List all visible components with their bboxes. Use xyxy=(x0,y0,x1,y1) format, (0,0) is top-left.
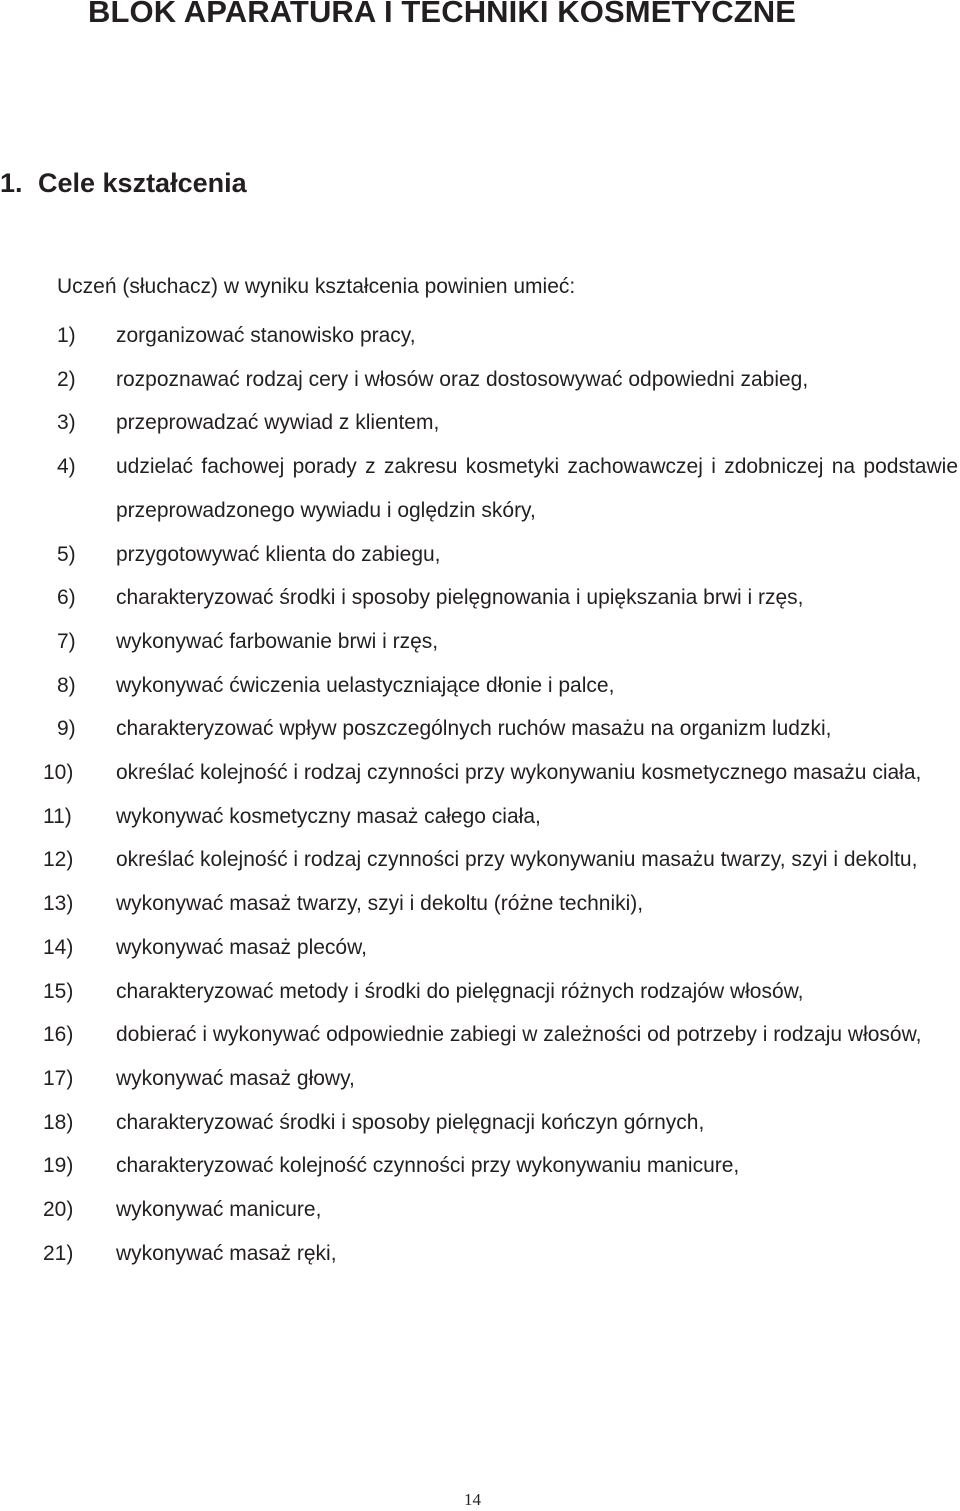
list-item-text: wykonywać masaż ręki, xyxy=(116,1241,337,1265)
list-item-number: 8) xyxy=(57,673,76,697)
list-item xyxy=(0,314,958,358)
list-item-number: 14) xyxy=(43,935,74,959)
list-item-text: udzielać fachowej porady z zakresu kosmetyki zachowawczej i zdobniczej na podstawie przeprowadzonego wywiadu i oględzin skóry, xyxy=(116,455,958,522)
list-item xyxy=(0,620,958,664)
list-item-number: 1) xyxy=(57,324,76,347)
list-item xyxy=(0,707,958,751)
list-item xyxy=(0,401,958,445)
list-item-number: 6) xyxy=(57,586,76,610)
list-item-text: charakteryzować środki i sposoby pielęgnowania i upiększania brwi i rzęs, xyxy=(116,586,804,610)
list-item-number: 2) xyxy=(57,367,76,391)
list-item-number: 5) xyxy=(57,542,76,566)
list-item-text: wykonywać ćwiczenia uelastyczniające dłonie i palce, xyxy=(116,673,615,697)
list-item xyxy=(0,445,958,532)
list-item xyxy=(0,1013,958,1057)
page-title: BLOK APARATURA I TECHNIKI KOSMETYCZNE xyxy=(88,0,797,29)
list-item xyxy=(0,533,958,577)
learning-objectives-list xyxy=(0,314,958,1275)
section-heading xyxy=(0,168,247,199)
list-item-number: 12) xyxy=(43,848,74,872)
list-item xyxy=(0,882,958,926)
list-item xyxy=(0,664,958,708)
list-item xyxy=(0,1057,958,1101)
list-item-number: 7) xyxy=(57,629,76,653)
section-number: 1. xyxy=(0,168,23,198)
list-item xyxy=(0,926,958,970)
list-item-number: 4) xyxy=(57,455,76,479)
list-item xyxy=(0,1144,958,1188)
list-item-text: wykonywać masaż głowy, xyxy=(116,1066,355,1090)
page-number: 14 xyxy=(464,1490,481,1509)
list-item-text: charakteryzować metody i środki do pielęgnacji różnych rodzajów włosów, xyxy=(116,979,804,1003)
list-item-text: zorganizować stanowisko pracy, xyxy=(116,324,416,347)
list-item-number: 13) xyxy=(43,892,74,916)
list-item xyxy=(0,1232,958,1276)
list-item-text: określać kolejność i rodzaj czynności przy wykonywaniu masażu twarzy, szyi i dekoltu, xyxy=(116,848,918,872)
list-item xyxy=(0,970,958,1014)
list-item-text: określać kolejność i rodzaj czynności przy wykonywaniu kosmetycznego masażu ciała, xyxy=(116,761,922,785)
list-item-number: 21) xyxy=(43,1241,74,1265)
list-item-text: wykonywać farbowanie brwi i rzęs, xyxy=(116,629,439,653)
list-item xyxy=(0,838,958,882)
list-item-number: 17) xyxy=(43,1066,74,1090)
list-item-number: 20) xyxy=(43,1198,74,1222)
list-item-text: charakteryzować wpływ poszczególnych ruchów masażu na organizm ludzki, xyxy=(116,717,832,741)
list-item-number: 18) xyxy=(43,1110,74,1134)
list-item-number: 11) xyxy=(43,804,72,828)
list-item-number: 16) xyxy=(43,1023,74,1047)
list-item xyxy=(0,751,958,795)
list-item-text: dobierać i wykonywać odpowiednie zabiegi w zależności od potrzeby i rodzaju włosów, xyxy=(116,1023,922,1047)
list-item xyxy=(0,576,958,620)
list-item-text: wykonywać kosmetyczny masaż całego ciała, xyxy=(116,804,541,828)
list-item xyxy=(0,1101,958,1145)
list-item-number: 3) xyxy=(57,411,76,435)
list-item-text: przeprowadzać wywiad z klientem, xyxy=(116,411,440,435)
list-item xyxy=(0,795,958,839)
list-item-number: 15) xyxy=(43,979,74,1003)
list-item-text: wykonywać masaż twarzy, szyi i dekoltu (różne techniki), xyxy=(116,892,644,916)
list-item-text: rozpoznawać rodzaj cery i włosów oraz dostosowywać odpowiedni zabieg, xyxy=(116,367,809,391)
list-item xyxy=(0,358,958,402)
list-item xyxy=(0,1188,958,1232)
list-item-text: wykonywać masaż pleców, xyxy=(116,935,367,959)
list-item-text: charakteryzować kolejność czynności przy wykonywaniu manicure, xyxy=(116,1154,740,1178)
list-item-number: 10) xyxy=(43,761,74,785)
list-item-text: charakteryzować środki i sposoby pielęgnacji kończyn górnych, xyxy=(116,1110,705,1134)
list-item-number: 19) xyxy=(43,1154,74,1178)
list-item-number: 9) xyxy=(57,717,76,741)
list-item-text: wykonywać manicure, xyxy=(116,1198,322,1222)
intro-text: Uczeń (słuchacz) w wyniku kształcenia powinien umieć: xyxy=(57,275,576,298)
section-heading-text: Cele kształcenia xyxy=(38,168,247,198)
list-item-text: przygotowywać klienta do zabiegu, xyxy=(116,542,441,566)
